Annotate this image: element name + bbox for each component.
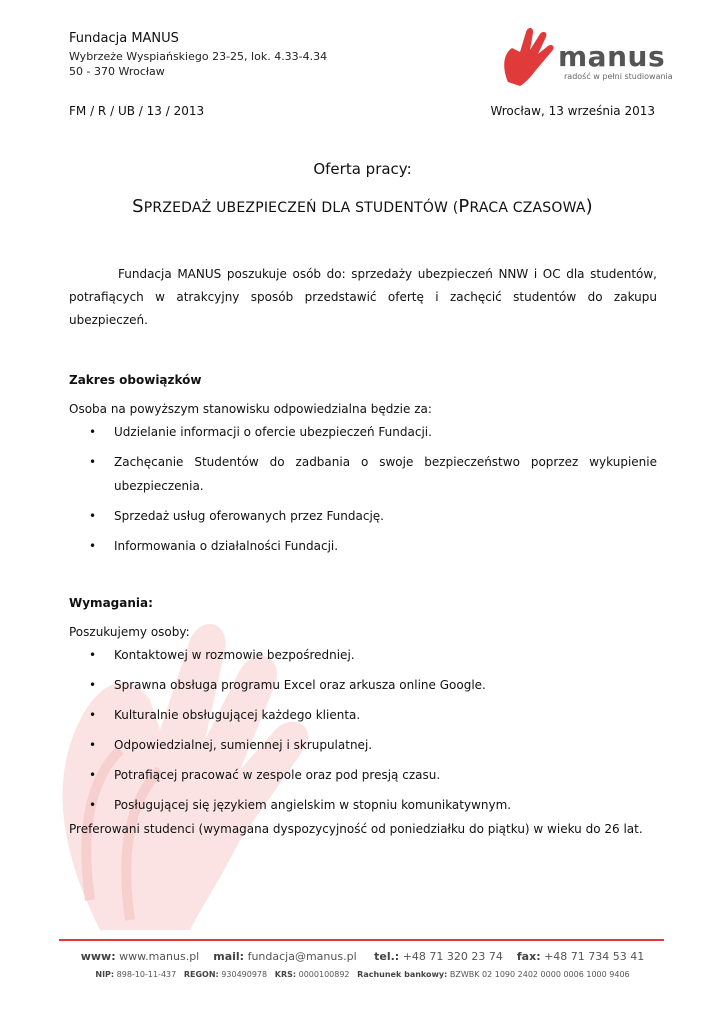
list-item — [69, 793, 657, 817]
fax-label: fax: — [516, 950, 541, 963]
offer-heading: Oferta pracy: — [313, 160, 412, 178]
reference-number: FM / R / UB / 13 / 2013 — [69, 104, 205, 118]
bullet-icon: • — [89, 708, 97, 722]
bullet-icon: • — [89, 798, 97, 812]
title-part: ) — [585, 196, 593, 217]
manus-logo — [500, 24, 680, 88]
logo-word: manus — [558, 40, 666, 73]
title-part: PRZEDAŻ UBEZPIECZEŃ DLA STUDENTÓW ( — [143, 200, 459, 216]
krs-value: 0000100892 — [298, 970, 350, 979]
duties-list — [69, 420, 657, 564]
list-item — [69, 733, 657, 757]
list-item-text: Udzielanie informacji o ofercie ubezpieczeń Fundacji. — [114, 425, 432, 439]
nip-label: NIP: — [95, 970, 115, 979]
title-part: P — [458, 196, 470, 217]
bullet-icon: • — [89, 539, 97, 553]
intro-text: Fundacja MANUS poszukuje osób do: sprzedaży ubezpieczeń NNW i OC dla studentów, potrafiących w atrakcyjny sposób przedstawić ofertę i zachęcić studentów do zakupu ubezpieczeń. — [69, 267, 657, 327]
list-item — [69, 763, 657, 787]
mail-label: mail: — [213, 950, 245, 963]
list-item-text: Posługującej się językiem angielskim w stopniu komunikatywnym. — [114, 798, 512, 812]
list-item — [69, 534, 657, 558]
list-item-text: Odpowiedzialnej, sumiennej i skrupulatnej. — [114, 738, 373, 752]
bullet-icon: • — [89, 768, 97, 782]
address-line-2: 50 - 370 Wrocław — [69, 65, 165, 78]
footer-contacts — [0, 950, 725, 963]
intro-paragraph — [69, 263, 657, 332]
website-link[interactable]: www.manus.pl — [119, 950, 200, 963]
list-item-text: Sprzedaż usług oferowanych przez Fundację. — [114, 509, 384, 523]
bullet-icon: • — [89, 738, 97, 752]
bank-account: BZWBK 02 1090 2402 0000 0006 1000 9406 — [449, 970, 630, 979]
krs-label: KRS: — [274, 970, 297, 979]
list-item-text: Kulturalnie obsługującej każdego klienta. — [114, 708, 361, 722]
list-item-text: Zachęcanie Studentów do zadbania o swoje bezpieczeństwo poprzez wykupienie ubezpieczenia. — [114, 455, 657, 493]
duties-heading: Zakres obowiązków — [69, 373, 202, 387]
list-item-text: Potrafiącej pracować w zespole oraz pod presją czasu. — [114, 768, 441, 782]
list-item-text: Sprawna obsługa programu Excel oraz arkusza online Google. — [114, 678, 486, 692]
requirements-list — [69, 643, 657, 823]
title-part: RACA CZASOWA — [469, 200, 586, 216]
requirements-heading: Wymagania: — [69, 596, 153, 610]
list-item — [69, 643, 657, 667]
offer-title — [0, 196, 725, 217]
logo-tagline: radość w pełni studiowania — [564, 72, 673, 81]
footer-divider — [59, 939, 664, 941]
requirements-intro: Poszukujemy osoby: — [69, 625, 190, 639]
preferred-candidates: Preferowani studenci (wymagana dyspozycyjność od poniedziałku do piątku) w wieku do 26 lat. — [69, 822, 643, 836]
www-label: www: — [80, 950, 116, 963]
bank-label: Rachunek bankowy: — [357, 970, 448, 979]
fax-number: +48 71 734 53 41 — [544, 950, 645, 963]
list-item-text: Informowania o działalności Fundacji. — [114, 539, 339, 553]
org-name: Fundacja MANUS — [69, 31, 179, 46]
bullet-icon: • — [89, 648, 97, 662]
nip-value: 898-10-11-437 — [116, 970, 177, 979]
list-item — [69, 504, 657, 528]
regon-value: 930490978 — [221, 970, 268, 979]
phone-number: +48 71 320 23 74 — [402, 950, 503, 963]
list-item — [69, 673, 657, 697]
footer-registry — [0, 970, 725, 979]
document-date: Wrocław, 13 września 2013 — [490, 104, 655, 118]
regon-label: REGON: — [183, 970, 219, 979]
list-item-text: Kontaktowej w rozmowie bezpośredniej. — [114, 648, 355, 662]
address-line-1: Wybrzeże Wyspiańskiego 23-25, lok. 4.33-4.34 — [69, 50, 328, 63]
bullet-icon: • — [89, 509, 97, 523]
list-item — [69, 450, 657, 498]
duties-intro: Osoba na powyższym stanowisku odpowiedzialna będzie za: — [69, 402, 432, 416]
bullet-icon: • — [89, 425, 97, 439]
bullet-icon: • — [89, 455, 97, 469]
list-item — [69, 703, 657, 727]
bullet-icon: • — [89, 678, 97, 692]
email-link[interactable]: fundacja@manus.pl — [247, 950, 357, 963]
tel-label: tel.: — [374, 950, 400, 963]
title-part: S — [132, 196, 144, 217]
list-item — [69, 420, 657, 444]
